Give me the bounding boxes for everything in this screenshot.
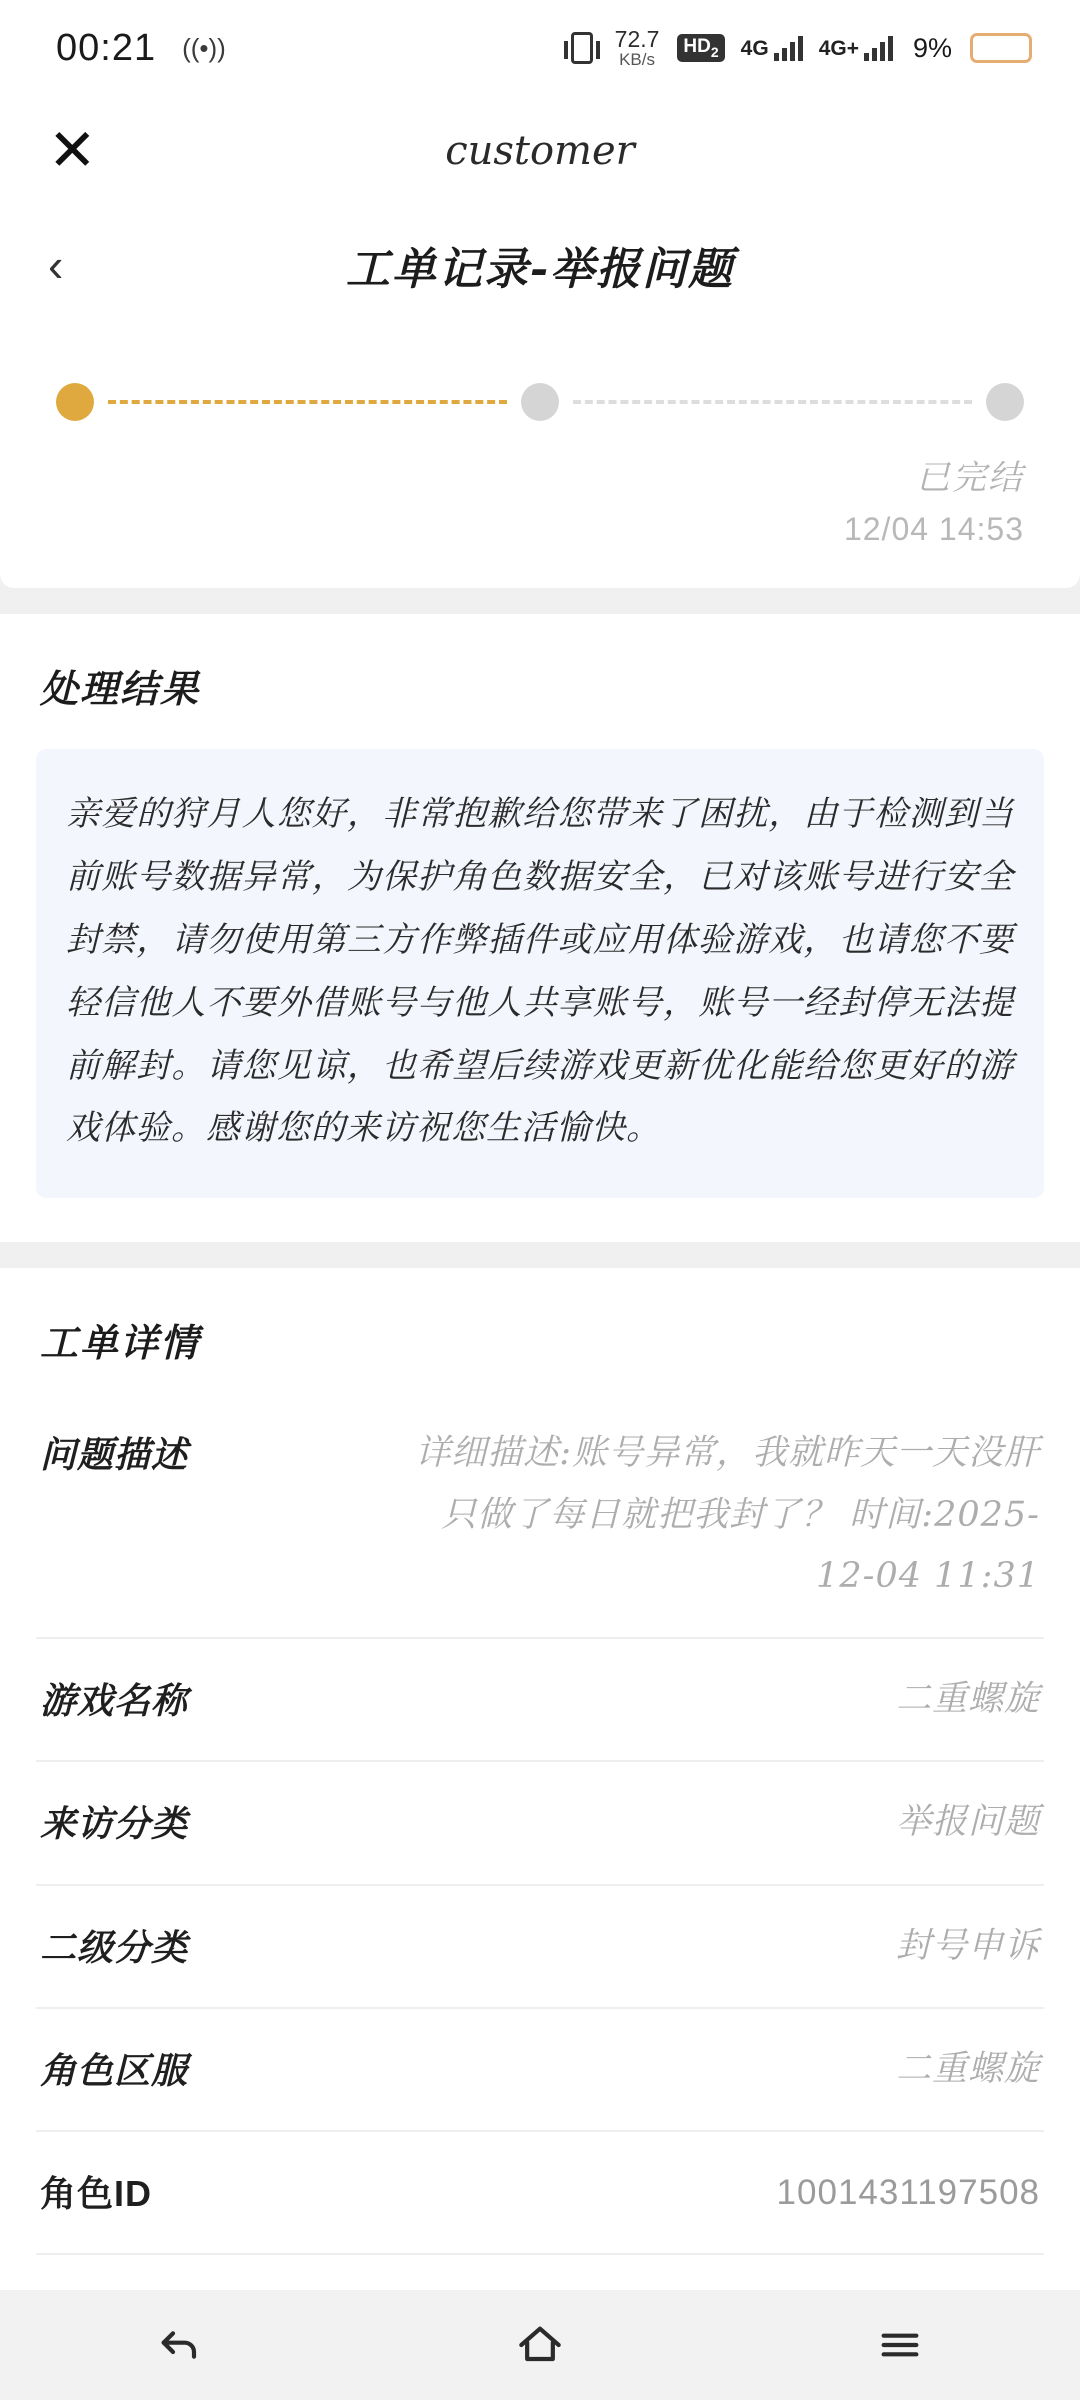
network-speed-unit: KB/s: [619, 50, 655, 69]
battery-icon: [970, 33, 1032, 63]
progress-status-text: 已完结: [916, 458, 1024, 498]
status-bar: [0, 0, 1080, 96]
system-nav-bar: [0, 2290, 1080, 2400]
battery-percent: 9%: [912, 32, 952, 63]
row-label: 二级分类: [40, 1926, 189, 1969]
page-header: [0, 206, 1080, 324]
row-label: 游戏名称: [40, 1680, 189, 1723]
cast-icon: ((•)): [182, 32, 226, 63]
progress-line-1: [108, 400, 507, 404]
network-speed: [615, 28, 660, 68]
close-icon[interactable]: ✕: [48, 118, 97, 183]
sim1-signal-icon: [741, 35, 803, 61]
detail-list: [36, 1393, 1044, 2365]
app-title: customer: [445, 128, 635, 174]
table-row: [36, 1886, 1044, 2009]
back-nav-icon[interactable]: [120, 2310, 240, 2380]
hd-label: HD: [683, 36, 711, 58]
row-label: 问题描述: [40, 1434, 189, 1477]
hd-sim-index: 2: [710, 43, 719, 60]
hd-voice-icon: [677, 34, 724, 62]
row-value: 二重螺旋: [895, 1679, 1040, 1720]
sim2-label: 4G+: [818, 37, 859, 60]
progress-meta: [56, 450, 1024, 548]
row-value: 封号申诉: [895, 1925, 1040, 1966]
status-bar-right: [571, 28, 1032, 68]
back-button[interactable]: ‹: [48, 239, 64, 291]
table-row: [36, 1639, 1044, 1762]
处理结果-card: [0, 614, 1080, 1242]
content-scroll-area[interactable]: [0, 324, 1080, 2365]
detail-section-title: 工单详情: [40, 1320, 201, 1366]
progress-date-text: 12/04 14:53: [843, 511, 1024, 547]
row-value: 1001431197508: [776, 2173, 1040, 2213]
progress-line-2: [573, 400, 972, 404]
progress-steps: [56, 380, 1024, 424]
table-row: [36, 1762, 1044, 1885]
app-header: [0, 96, 1080, 206]
table-row: [36, 2009, 1044, 2132]
row-label: 角色区服: [40, 2049, 189, 2092]
row-label: 来访分类: [40, 1803, 189, 1846]
row-value: 举报问题: [895, 1802, 1040, 1843]
home-nav-icon[interactable]: [480, 2310, 600, 2380]
progress-step-1: [56, 383, 94, 421]
sim1-label: 4G: [740, 37, 769, 60]
network-speed-value: 72.7: [614, 26, 660, 52]
row-label: 角色ID: [40, 2173, 153, 2215]
status-time: 00:21: [56, 26, 157, 69]
status-bar-left: [56, 27, 226, 70]
result-section-title: 处理结果: [40, 666, 201, 711]
sim2-signal-icon: [819, 35, 893, 61]
sim1-bars: [774, 35, 803, 61]
page-title: 工单记录-举报问题: [345, 244, 735, 295]
ticket-progress-card: [0, 324, 1080, 588]
recents-nav-icon[interactable]: [840, 2310, 960, 2380]
result-body-text: 亲爱的狩月人您好，非常抱歉给您带来了困扰，由于检测到当前账号数据异常，为保护角色数据安全，已对该账号进行安全封禁，请勿使用第三方作弊插件或应用体验游戏，也请您不要轻信他人不要外借账号与他人共享账号，账号一经封停无法提前解封。请您见谅，也希望后续游戏更新优化能给您更好的游戏体验。感谢您的来访祝您生活愉快。: [36, 749, 1044, 1198]
ticket-detail-card: [0, 1268, 1080, 2365]
row-value: 详细描述:账号异常，我就昨天一天没肝只做了每日就把我封了？ 时间:2025-12-04 11:31: [415, 1433, 1040, 1596]
row-value: 二重螺旋: [895, 2048, 1040, 2089]
table-row: [36, 1393, 1044, 1639]
sim2-bars: [864, 35, 893, 61]
table-row: [36, 2132, 1044, 2255]
vibrate-icon: [571, 32, 593, 64]
progress-step-3: [986, 383, 1024, 421]
progress-step-2: [521, 383, 559, 421]
